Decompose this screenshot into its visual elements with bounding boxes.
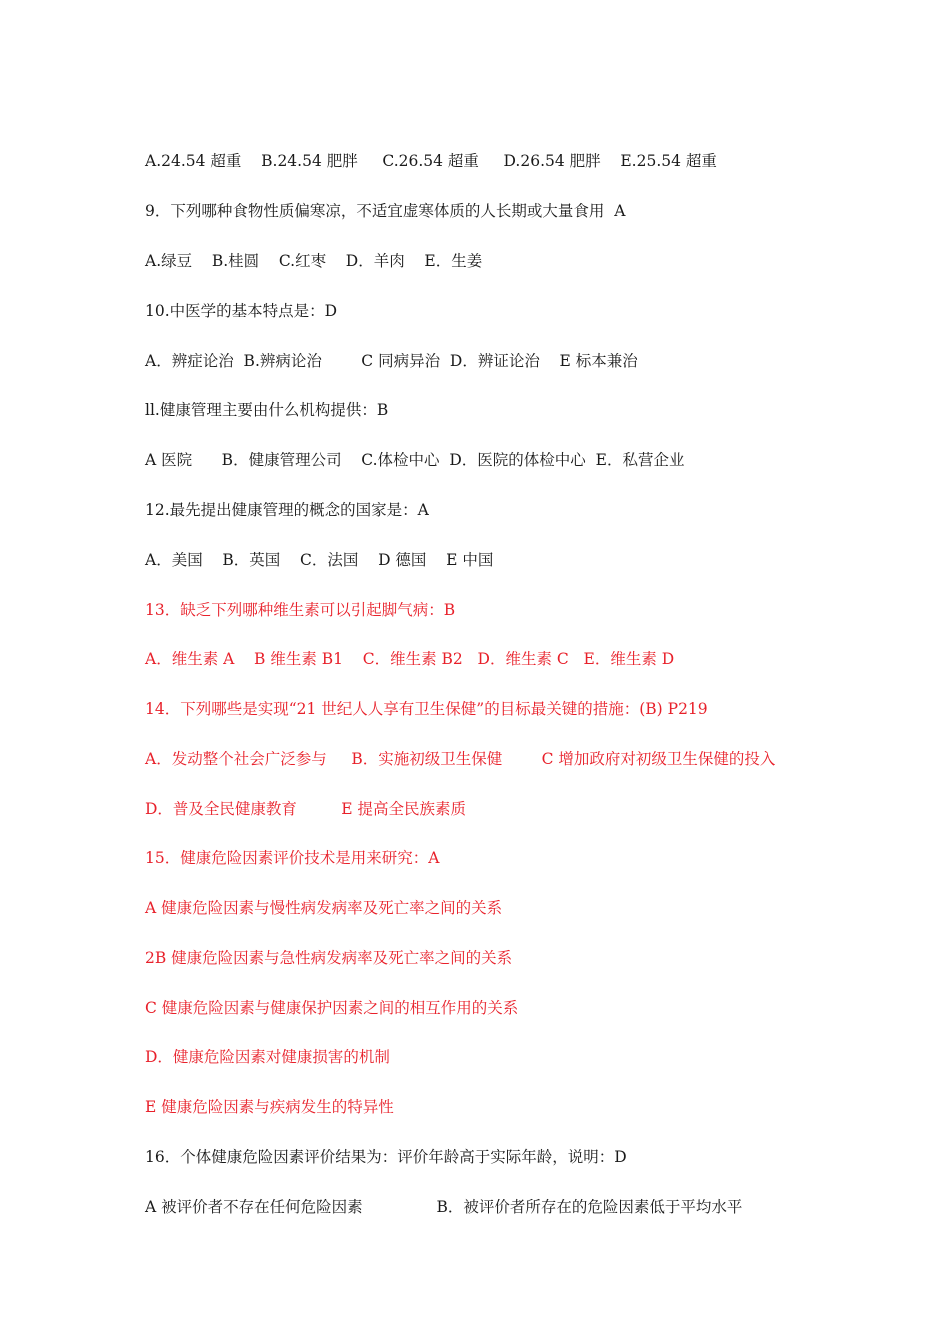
- question-14: 14．下列哪些是实现“21 世纪人人享有卫生保健”的目标最关键的措施：(B) P219: [145, 700, 708, 718]
- question-10-options: A．辨症论治 B.辨病论治 C 同病异治 D．辨证论治 E 标本兼治: [145, 352, 638, 370]
- question-9: 9．下列哪种食物性质偏寒凉，不适宜虚寒体质的人长期或大量食用 A: [145, 202, 626, 220]
- question-15-option-c: C 健康危险因素与健康保护因素之间的相互作用的关系: [145, 999, 519, 1017]
- question-13: 13．缺乏下列哪种维生素可以引起脚气病：B: [145, 601, 456, 619]
- question-15: 15．健康危险因素评价技术是用来研究：A: [145, 849, 440, 867]
- question-15-option-e: E 健康危险因素与疾病发生的特异性: [145, 1098, 394, 1116]
- question-15-option-b: 2B 健康危险因素与急性病发病率及死亡率之间的关系: [145, 949, 513, 967]
- question-15-option-d: D．健康危险因素对健康损害的机制: [145, 1048, 390, 1066]
- question-12: 12.最先提出健康管理的概念的国家是：A: [145, 501, 429, 519]
- question-8-options: A.24.54 超重 B.24.54 肥胖 C.26.54 超重 D.26.54 肥胖 E.25.54 超重: [145, 152, 717, 170]
- question-9-options: A.绿豆 B.桂圆 C.红枣 D．羊肉 E．生姜: [145, 252, 483, 270]
- question-14-options-2: D．普及全民健康教育 E 提高全民族素质: [145, 800, 467, 818]
- question-12-options: A．美国 B．英国 C．法国 D 德国 E 中国: [145, 551, 494, 569]
- question-13-options: A．维生素 A B 维生素 B1 C．维生素 B2 D．维生素 C E．维生素 D: [145, 650, 675, 668]
- question-11: ll.健康管理主要由什么机构提供：B: [145, 401, 389, 419]
- question-10: 10.中医学的基本特点是：D: [145, 302, 338, 320]
- question-11-options: A 医院 B．健康管理公司 C.体检中心 D．医院的体检中心 E．私营企业: [145, 451, 685, 469]
- question-15-option-a: A 健康危险因素与慢性病发病率及死亡率之间的关系: [145, 899, 503, 917]
- question-16-options: A 被评价者不存在任何危险因素 B．被评价者所存在的危险因素低于平均水平: [145, 1198, 743, 1216]
- question-16: 16．个体健康危险因素评价结果为：评价年龄高于实际年龄，说明：D: [145, 1148, 627, 1166]
- question-14-options-1: A．发动整个社会广泛参与 B．实施初级卫生保健 C 增加政府对初级卫生保健的投入: [145, 750, 776, 768]
